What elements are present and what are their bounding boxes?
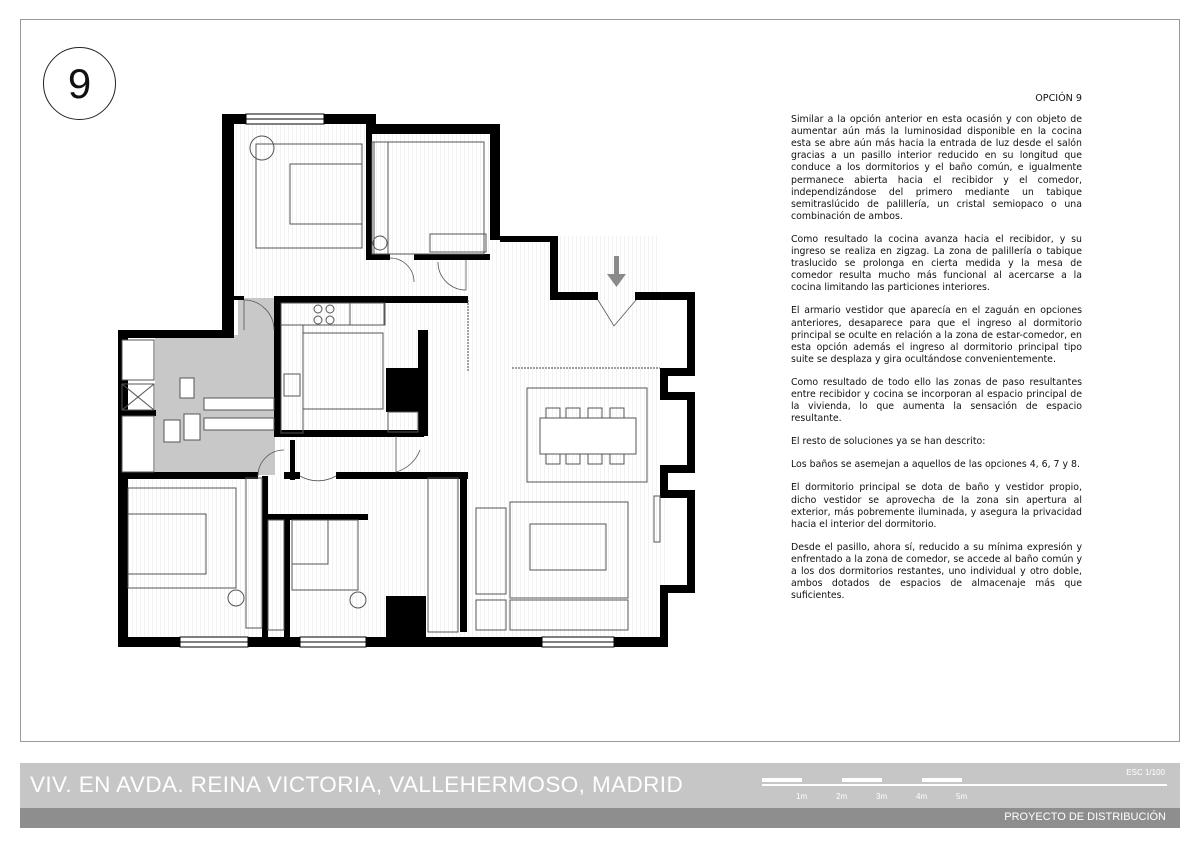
bathroom-areas <box>155 298 276 475</box>
graphic-scale <box>762 778 1167 801</box>
scale-label: ESC 1/100 <box>1126 768 1165 777</box>
description-paragraph: Los baños se asemejan a aquellos de las opciones 4, 6, 7 y 8. <box>791 459 1080 471</box>
project-title: VIV. EN AVDA. REINA VICTORIA, VALLEHERMOSO, MADRID <box>30 772 684 797</box>
description-block <box>791 93 1082 613</box>
description-paragraph: El dormitorio principal se dota de baño y vestidor propio, dicho vestidor se aprovecha de la zona sin apertura al exterior, más pobremente iluminada, y asegura la privacidad hacia el interior del dormitorio. <box>791 482 1082 530</box>
scale-tick: 4m <box>916 792 928 801</box>
floor-plan <box>118 112 708 652</box>
option-number: 9 <box>67 59 92 107</box>
scale-tick: 5m <box>956 792 968 801</box>
subtitle-bar <box>20 808 1180 828</box>
option-number-badge <box>43 47 116 120</box>
scale-line <box>762 784 1167 786</box>
description-paragraph: Como resultado la cocina avanza hacia el recibidor, y su ingreso se realiza en zigzag. La zona de palillería o tabique traslucido se prolonga en cierta medida y la mesa de comedor resulta mucho más funcional al acercarse a la cocina limitando las particiones interiores. <box>791 233 1082 294</box>
description-paragraph: Como resultado de todo ello las zonas de paso resultantes entre recibidor y cocina se incorporan al espacio principal de la vivienda, lo que aumenta la sensación de espacio resultante. <box>791 376 1082 425</box>
scale-segment <box>842 778 882 782</box>
scale-tick: 2m <box>836 792 848 801</box>
scale-tick: 3m <box>876 792 888 801</box>
scale-tick: 1m <box>796 792 808 801</box>
scale-segment <box>762 778 802 782</box>
description-paragraph: Similar a la opción anterior en esta ocasión y con objeto de aumentar aún más la luminosidad disponible en la cocina esta se abre aún más hacia la entrada de luz desde el salón gracias a un pasillo interior reducido en su longitud que conduce a los dormitorios y el baño común, e igualmente permanece abierta hacia el recibidor y el comedor, independizándose del primero mediante un tabique semitraslúcido de palillería, un cristal semiopaco o una combinación de ambos. <box>791 114 1082 222</box>
scale-segment <box>922 778 962 782</box>
description-paragraph: El armario vestidor que aparecía en el zaguán en opciones anteriores, desaparece para que el ingreso al dormitorio principal se oculte en relación a la zona de estar-comedor, en esta opción además el ingreso al dormitorio principal tipo suite se desplaza y gira ocultándose convenientemente. <box>791 305 1082 365</box>
description-paragraph: Desde el pasillo, ahora sí, reducido a su mínima expresión y enfrentado a la zona de comedor, se accede al baño común y a los dos dormitorios restantes, uno individual y otro doble, ambos dotados de espacios de almacenaje más que suficientes. <box>791 541 1082 602</box>
project-subtitle: PROYECTO DE DISTRIBUCIÓN <box>1004 811 1166 823</box>
description-paragraph: El resto de soluciones ya se han descrito: <box>791 436 986 448</box>
description-heading: OPCIÓN 9 <box>1035 93 1082 104</box>
